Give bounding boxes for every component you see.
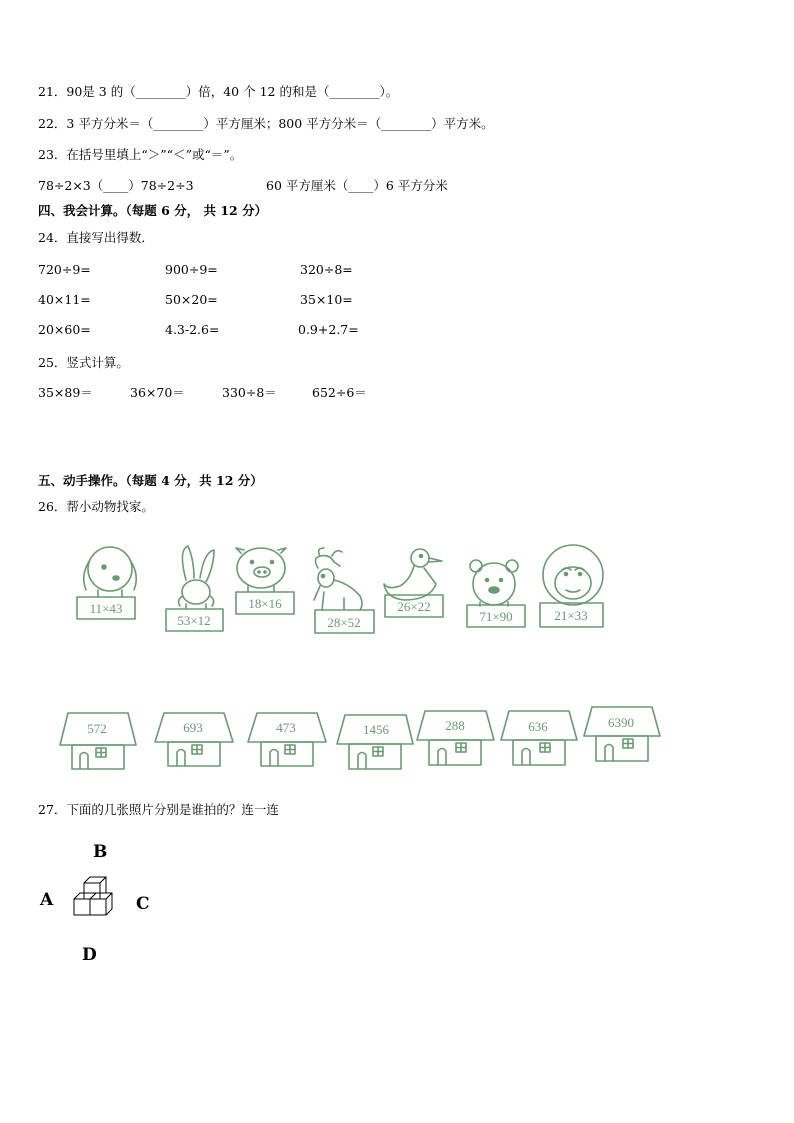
question-23-part-a: 78÷2×3（____）78÷2÷3 — [38, 178, 194, 193]
animal-expr: 71×90 — [479, 609, 513, 624]
view-label-c: C — [136, 894, 150, 914]
vertical-calc-item: 330÷8＝ — [222, 385, 277, 400]
section-5-heading: 五、动手操作。（每题 4 分，共 12 分） — [38, 473, 263, 488]
vertical-calc-item: 652÷6＝ — [312, 385, 367, 400]
house-number: 572 — [87, 721, 107, 736]
section-4-heading: 四、我会计算。（每题 6 分， 共 12 分） — [38, 203, 268, 218]
question-26: 26．帮小动物找家。 — [38, 499, 154, 514]
animal-expr: 53×12 — [177, 613, 211, 628]
question-22: 22．3 平方分米＝（________）平方厘米；800 平方分米＝（________）平方米。 — [38, 116, 494, 131]
animal-expr: 11×43 — [89, 601, 123, 616]
view-label-b: B — [93, 842, 108, 862]
animal-expr: 21×33 — [554, 608, 588, 623]
house-number: 6390 — [608, 715, 634, 730]
house-number: 473 — [276, 720, 296, 735]
house-number: 288 — [445, 718, 465, 733]
question-23-part-b: 60 平方厘米（____）6 平方分米 — [266, 178, 448, 193]
animal-expr: 18×16 — [248, 596, 282, 611]
question-21: 21．90是 3 的（________）倍，40 个 12 的和是（________）。 — [38, 84, 399, 99]
calc-item: 35×10= — [300, 292, 353, 307]
calc-item: 900÷9= — [165, 262, 218, 277]
view-label-d: D — [82, 945, 97, 965]
vertical-calc-item: 35×89＝ — [38, 385, 93, 400]
animal-expr: 28×52 — [327, 615, 361, 630]
vertical-calc-item: 36×70＝ — [130, 385, 185, 400]
animal-expr: 26×22 — [397, 599, 431, 614]
cube-stack-icon — [74, 877, 112, 915]
calc-item: 320÷8= — [300, 262, 353, 277]
calc-item: 20×60= — [38, 322, 91, 337]
question-25: 25．竖式计算。 — [38, 355, 129, 370]
calc-item: 0.9+2.7= — [298, 322, 359, 337]
calc-item: 50×20= — [165, 292, 218, 307]
view-label-a: A — [40, 890, 54, 910]
question-23: 23．在括号里填上“＞”“＜”或“＝”。 — [38, 147, 243, 162]
house-number: 636 — [528, 719, 548, 734]
question-24: 24．直接写出得数． — [38, 230, 154, 245]
house-number: 693 — [183, 720, 203, 735]
question-27: 27．下面的几张照片分别是谁拍的？连一连 — [38, 802, 279, 817]
calc-item: 40×11= — [38, 292, 91, 307]
calc-item: 720÷9= — [38, 262, 91, 277]
house-number: 1456 — [363, 722, 389, 737]
calc-item: 4.3-2.6= — [165, 322, 220, 337]
